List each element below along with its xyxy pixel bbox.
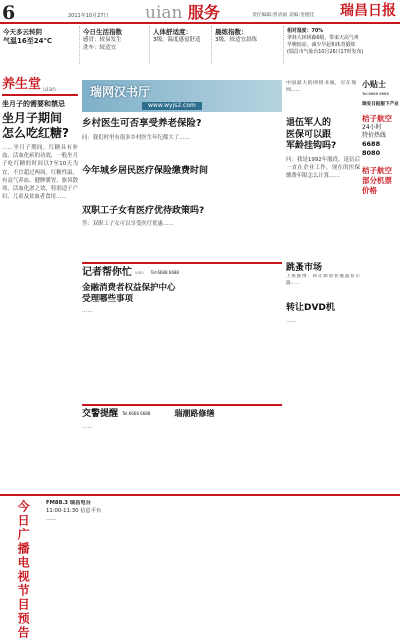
- issue-date: 2011年10月27日: [68, 13, 109, 19]
- exercise-index: 晨练指数： 3级，较适宜晨练: [212, 26, 284, 64]
- tv-column: FM88.3 瑞昌电台 11:00-11:30 信息平台 ……: [46, 500, 102, 522]
- comfort-index: 人体舒适度： 3级，温度感觉舒适: [150, 26, 212, 64]
- weather-today: 今天多云转阴 气温16至24℃: [0, 26, 80, 64]
- yangsheng-subhead: 坐月子的需要和禁忌: [2, 100, 65, 108]
- editors: 责任编辑:曾清福 美编:金德佳: [252, 13, 315, 18]
- health-head-2: 今年城乡居民医疗保险缴费时间: [82, 165, 209, 176]
- yangsheng-title: 养生堂: [2, 77, 42, 93]
- newspaper-logo: 瑞昌日报: [340, 3, 396, 19]
- tv-guide-title: 今日广播电视节目预告: [16, 499, 31, 640]
- yangsheng-column: 养生堂 uian 坐月子的需要和禁忌 坐月子期间 怎么吃红糖? ……坐月子期间，红糖具有补血、活血化瘀的功效，一般坐月子吃红糖的时间以7至10天为宜，不宜超过两周。红糖性温，有益气养血、健脾暖胃、驱风散寒、活血化淤之效，特别适于产妇、儿童及贫血者食用……: [2, 80, 78, 400]
- dvd-section: 跳蚤市场 上班族博：转让新屏显液晶显示器…… 转让DVD机 ……: [286, 263, 360, 325]
- page-number: 6: [2, 2, 16, 24]
- yangsheng-headline-2: 怎么吃红糖?: [2, 125, 69, 140]
- health-section: 乡村医生可否享受养老保险? 问：我们村里有很多乡村医生年纪都大了…… 今年城乡居民医疗保险缴费时间 双职工子女有医疗优待政策吗? 答：双职工子女可以享受医疗优惠……: [82, 118, 282, 258]
- jiaotong-section: 交警提醒 Tel:6668 6688 瑞潮路修缮 ……: [82, 404, 282, 496]
- tv-guide: [0, 494, 400, 643]
- yangsheng-headline: 坐月子期间: [2, 111, 63, 126]
- vet-section: 退伍军人的 医保可以跟 军龄挂钩吗? 问：我是1992年服役，退伍后一直在企业工作，现在的医保缴费年限怎么计算……: [286, 118, 360, 180]
- jizhe-section: 记者帮你忙 uian Tel:6688 6688 金融消费者权益保护中心 受理哪些事项 ……: [82, 262, 282, 364]
- section-title: uian 服务: [145, 3, 220, 23]
- xiaotie-sidebar: 小贴士 Tel:6888 6688 瑞安日报服下产业 桔子航空 24小时 特价热线 6688 8080 桔子航空 部分机票 价格: [362, 80, 399, 196]
- health-head-3: 双职工子女有医疗优待政策吗?: [82, 205, 205, 216]
- ad-text: 中国最大的网络书城，尽在瑞网……: [286, 81, 356, 94]
- yangsheng-body: ……坐月子期间，红糖具有补血、活血化瘀的功效，一般坐月子吃红糖的时间以7至10天为宜，不宜超过两周。红糖性温，有益气养血、健脾暖胃、驱风散寒、活血化淤之效，特别适于产妇、儿童及贫血者食用……: [2, 145, 78, 200]
- life-index: 今日生活指数 感冒：较易发生 洗车：较适宜: [80, 26, 150, 64]
- humidity-info: 相对湿度：70% 翠林大林林森6级，带来天高气爽 早晚较凉，减少早起和体育锻炼 (瑞昌市气象台10月26日17时发布): [287, 28, 364, 55]
- health-head-1: 乡村医生可否享受养老保险?: [82, 118, 202, 129]
- ad-banner[interactable]: 瑞网汉书厅 www.wyjs2.com: [82, 80, 282, 112]
- page-header: [0, 0, 400, 24]
